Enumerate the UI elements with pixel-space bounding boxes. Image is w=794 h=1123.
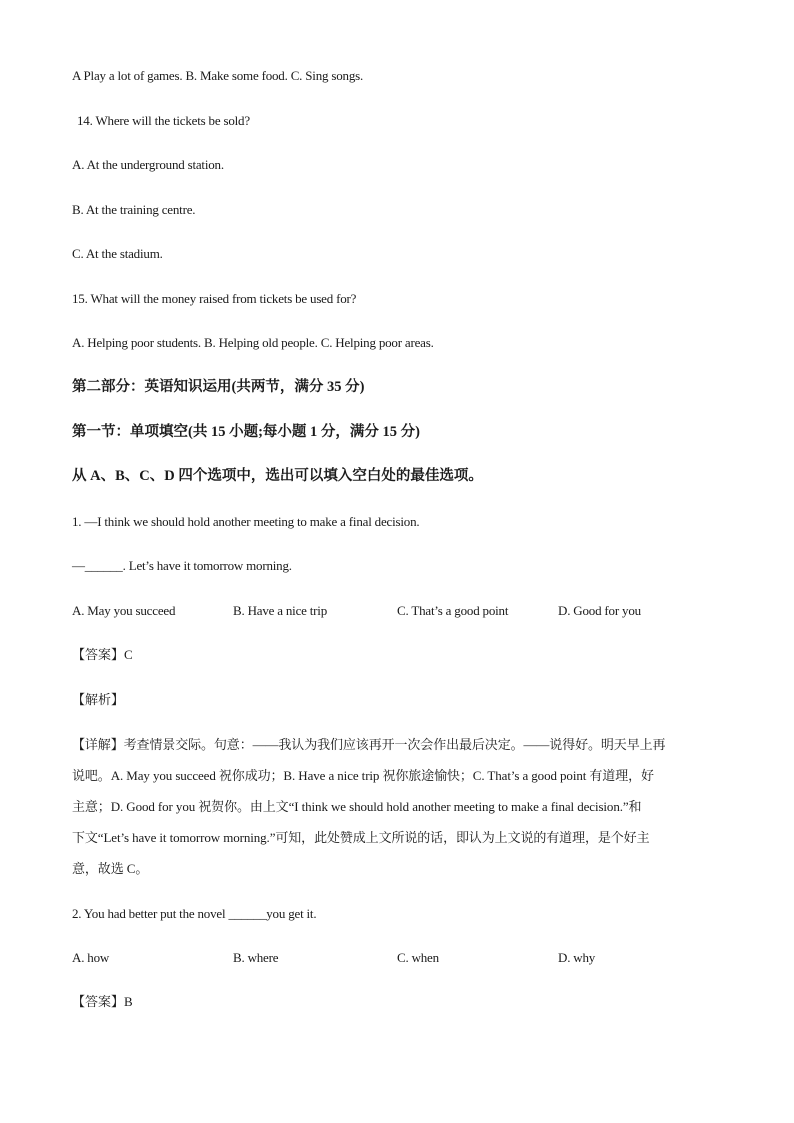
q1-option-d: D. Good for you bbox=[558, 603, 641, 618]
q1-line1: 1. —I think we should hold another meeting to make a final decision. bbox=[72, 514, 420, 529]
q2-option-c: C. when bbox=[397, 950, 439, 965]
q15-options: A. Helping poor students. B. Helping old people. C. Helping poor areas. bbox=[72, 335, 434, 350]
instruction: 从 A、B、C、D 四个选项中，选出可以填入空白处的最佳选项。 bbox=[72, 468, 483, 484]
q1-answer: 【答案】C bbox=[72, 647, 133, 662]
q1-detail bbox=[72, 729, 720, 884]
q1-option-a: A. May you succeed bbox=[72, 603, 176, 618]
q2-question: 2. You had better put the novel ______you get it. bbox=[72, 906, 317, 921]
q14-option-a: A. At the underground station. bbox=[72, 157, 224, 172]
q1-option-b: B. Have a nice trip bbox=[233, 603, 328, 618]
q1-analysis-label: 【解析】 bbox=[72, 692, 125, 707]
q1-detail-line: 说吧。A. May you succeed 祝你成功；B. Have a nice trip 祝你旅途愉快；C. That’s a good point 有道理，好 bbox=[72, 768, 654, 783]
q1-detail-line: 下文“Let’s have it tomorrow morning.”可知，此处赞成上文所说的话，即认为上文说的有道理，是个好主 bbox=[72, 830, 650, 845]
q14-option-c: C. At the stadium. bbox=[72, 246, 163, 261]
q1-detail-line: 意，故选 C。 bbox=[72, 861, 149, 876]
q2-option-d: D. why bbox=[558, 950, 596, 965]
q2-option-a: A. how bbox=[72, 950, 110, 965]
q14-question: 14. Where will the tickets be sold? bbox=[77, 113, 250, 128]
q1-detail-line: 主意；D. Good for you 祝贺你。由上文“I think we should hold another meeting to make a final decision.”和 bbox=[72, 799, 642, 814]
q13-options: A Play a lot of games. B. Make some food. C. Sing songs. bbox=[72, 68, 364, 83]
part2-heading: 第二部分：英语知识运用(共两节，满分 35 分) bbox=[72, 379, 365, 395]
q14-option-b: B. At the training centre. bbox=[72, 202, 196, 217]
q15-question: 15. What will the money raised from tickets be used for? bbox=[72, 291, 357, 306]
q2-answer: 【答案】B bbox=[72, 994, 133, 1009]
section1-heading: 第一节：单项填空(共 15 小题;每小题 1 分，满分 15 分) bbox=[72, 424, 420, 440]
q1-detail-line: 【详解】考查情景交际。句意：——我认为我们应该再开一次会作出最后决定。——说得好。明天早上再 bbox=[72, 737, 666, 752]
q2-option-b: B. where bbox=[233, 950, 279, 965]
q1-option-c: C. That’s a good point bbox=[397, 603, 509, 618]
q1-line2: —______. Let’s have it tomorrow morning. bbox=[72, 558, 292, 573]
